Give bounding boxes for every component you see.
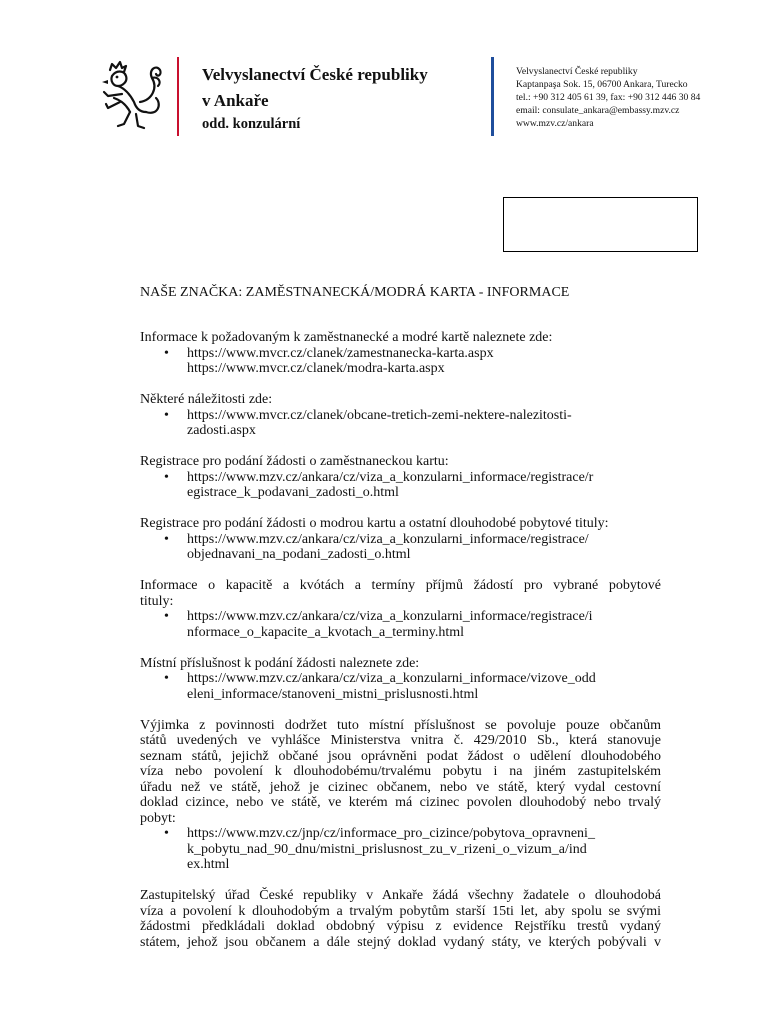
link-list [140,671,661,702]
section-intro: Registrace pro podání žádosti o zaměstnaneckou kartu: [140,454,449,469]
section-intro: Informace k požadovaným k zaměstnanecké a modré kartě naleznete zde: [140,330,553,345]
section-intro: Místní příslušnost k podání žádosti naleznete zde: [140,655,420,671]
embassy-name-line2: v Ankaře [202,91,269,110]
contact-email: email: consulate_ankara@embassy.mzv.cz [516,105,680,116]
link-list [140,532,661,563]
reference-line: NAŠE ZNAČKA: ZAMĚSTNANECKÁ/MODRÁ KARTA - INFORMACE [140,285,570,300]
text-line: Výjimka z povinnosti dodržet tuto místní příslušnost se povoluje pouze občanům [140,717,661,733]
contact-block [516,65,700,130]
text-line: tituly: [140,593,174,609]
link-item[interactable]: • https://www.mzv.cz/ankara/cz/viza_a_konzularni_informace/registrace/ objednavani_na_podani_zadosti_o.html [187,532,661,563]
link-list [140,826,661,873]
closing-paragraph [140,888,661,950]
department-label: odd. konzulární [202,116,301,132]
link-list [140,609,661,640]
text-line: států uvedených ve vyhlášce Ministerstva vnitra č. 429/2010 Sb., která stanovuje [140,733,661,748]
section-intro: Některé náležitosti zde: [140,392,273,407]
text-line: pobyt: [140,810,176,826]
stamp-box [503,197,698,252]
text-line: státem, jehož jsou občanem a dále stejný doklad vydaný státy, ve kterých pobývali v [140,934,661,950]
document-body [140,330,661,950]
embassy-name-line1: Velvyslanectví České republiky [202,65,428,84]
link-list [140,470,661,501]
text-line: Zastupitelský úřad České republiky v Ankaře žádá všechny žadatele o dlouhodobá [140,888,661,903]
section-intro: Registrace pro podání žádosti o modrou kartu a ostatní dlouhodobé pobytové tituly: [140,516,609,531]
link-item[interactable]: • https://www.mzv.cz/jnp/cz/informace_pro_cizince/pobytova_opravneni_ k_pobytu_nad_90_dnu/mistni_prislusnost_zu_v_rizeni_o_vizum_a/ind ex.html [187,826,661,873]
contact-phone-fax: tel.: +90 312 405 61 39, fax: +90 312 446 30 84 [516,92,701,103]
contact-address: Kaptanpaşa Sok. 15, 06700 Ankara, Turecko [516,79,688,90]
link-item[interactable]: • https://www.mvcr.cz/clanek/zamestnanecka-karta.aspx https://www.mvcr.cz/clanek/modra-karta.aspx [187,346,661,377]
exception-paragraph [140,718,661,827]
link-item[interactable]: • https://www.mzv.cz/ankara/cz/viza_a_konzularni_informace/registrace/i nformace_o_kapacite_a_kvotach_a_terminy.html [187,609,661,640]
contact-name: Velvyslanectví České republiky [516,66,638,77]
link-item[interactable]: • https://www.mvcr.cz/clanek/obcane-tretich-zemi-nektere-nalezitosti- zadosti.aspx [187,408,661,439]
link-list [140,408,661,439]
link-item[interactable]: • https://www.mzv.cz/ankara/cz/viza_a_konzularni_informace/registrace/r egistrace_k_podavani_zadosti_o.html [187,470,661,501]
text-line: Informace o kapacitě a kvótách a termíny příjmů žádostí pro vybrané pobytové [140,578,661,593]
section-intro [140,578,661,609]
text-line: víza a povolení k dlouhodobým a trvalým pobytům starší 15ti let, aby spolu se svými [140,903,661,919]
link-list [140,346,661,377]
text-line: žádostmi předkládali doklad obdobný výpisu z evidence Rejstříku trestů vydaný [140,919,661,934]
header-blue-divider [491,57,494,136]
czech-lion-emblem-icon [100,58,166,134]
text-line: seznam států, jejichž občané jsou oprávněni podat žádost o udělení dlouhodobého [140,748,661,764]
contact-web: www.mzv.cz/ankara [516,118,594,129]
text-line: úřadu než ve státě, jehož je cizinec občanem, nebo ve státě, který vydal cestovní [140,779,661,795]
text-line: doklad cizince, nebo ve státě, ve kterém má cizinec povolen dlouhodobý nebo trvalý [140,795,661,810]
header-red-divider [177,57,179,136]
link-item[interactable]: • https://www.mzv.cz/ankara/cz/viza_a_konzularni_informace/vizove_odd eleni_informace/stanoveni_mistni_prislusnosti.html [187,671,661,702]
text-line: víza nebo povolení k dlouhodobému/trvalému pobytu i na jiném zastupitelském [140,764,661,779]
